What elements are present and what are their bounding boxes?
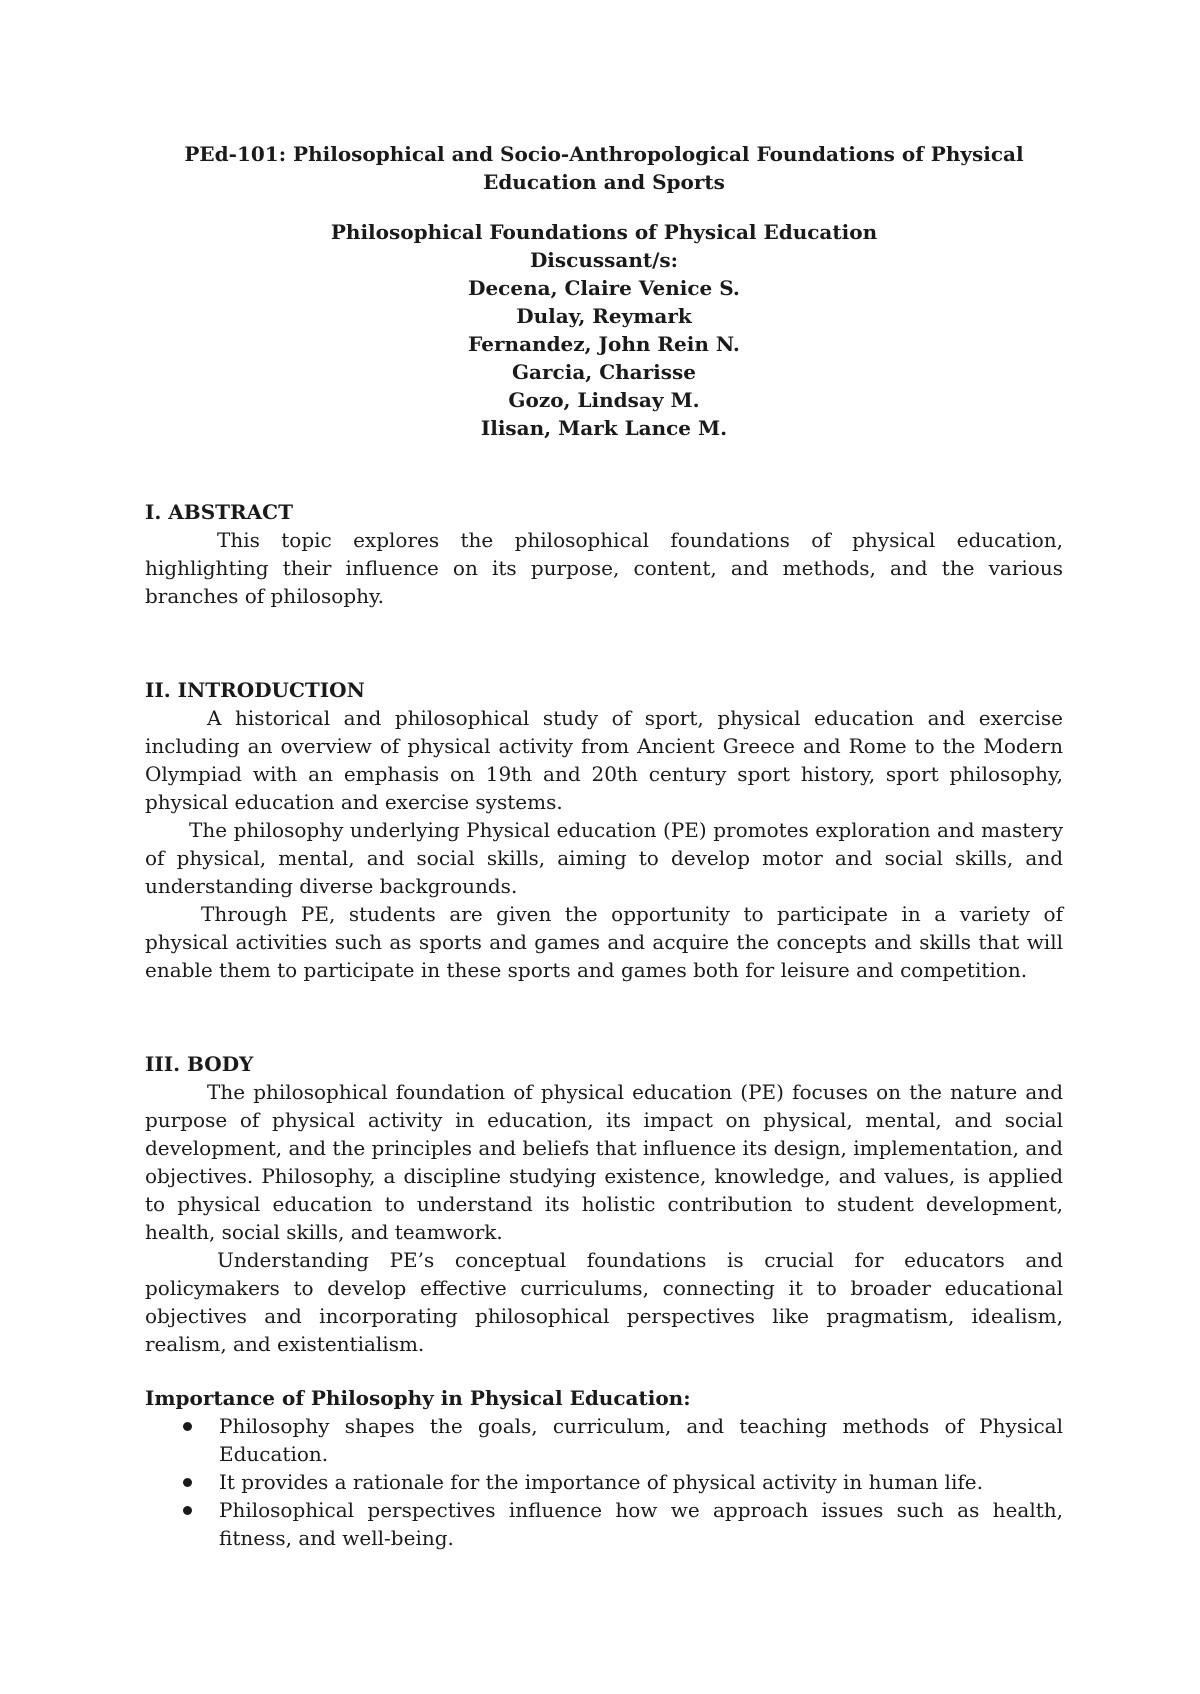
discussant-name: Dulay, Reymark (516, 304, 692, 328)
discussant-name: Garcia, Charisse (511, 360, 697, 384)
abstract-section (145, 498, 1063, 610)
list-item-text: Philosophical perspectives influence how we approach issues such as health, fitness, and well-being. (219, 1498, 1063, 1550)
bullet-icon (183, 1506, 192, 1515)
list-item (145, 1468, 1063, 1496)
introduction-paragraph: Through PE, students are given the opportunity to participate in a variety of physical activities such as sports and games and acquire the concepts and skills that will enable them to participate in these sports and games both for leisure and competition. (145, 902, 1063, 982)
list-item (145, 1496, 1063, 1552)
discussants-label: Discussant/s: (529, 248, 679, 272)
document-page (145, 140, 1063, 1552)
header-block (145, 218, 1063, 442)
list-item-text: Philosophy shapes the goals, curriculum, and teaching methods of Physical Education. (219, 1414, 1063, 1466)
discussant-name: Gozo, Lindsay M. (508, 388, 700, 412)
discussant-name: Decena, Claire Venice S. (468, 276, 740, 300)
introduction-paragraph: A historical and philosophical study of sport, physical education and exercise including an overview of physical activity from Ancient Greece and Rome to the Modern Olympiad with an emphasis on 19th and 20th century sport history, sport philosophy, physical education and exercise systems. (145, 706, 1063, 814)
importance-list (145, 1412, 1063, 1552)
abstract-paragraph: This topic explores the philosophical foundations of physical education, highlighting their influence on its purpose, content, and methods, and the various branches of philosophy. (145, 528, 1063, 608)
document-subtitle: Philosophical Foundations of Physical Education (330, 220, 878, 244)
introduction-section (145, 676, 1063, 984)
bullet-icon (183, 1478, 192, 1487)
discussant-name: Fernandez, John Rein N. (468, 332, 740, 356)
body-heading: III. BODY (145, 1052, 254, 1076)
bullet-icon (183, 1422, 192, 1431)
introduction-paragraph: The philosophy underlying Physical education (PE) promotes exploration and mastery of physical, mental, and social skills, aiming to develop motor and social skills, and understanding diverse backgrounds. (145, 818, 1063, 898)
body-paragraph: Understanding PE’s conceptual foundations is crucial for educators and policymakers to develop effective curriculums, connecting it to broader educational objectives and incorporating philosophical perspectives like pragmatism, idealism, realism, and existentialism. (145, 1248, 1063, 1356)
discussant-name: Ilisan, Mark Lance M. (480, 416, 728, 440)
body-paragraph: The philosophical foundation of physical education (PE) focuses on the nature and purpose of physical activity in education, its impact on physical, mental, and social development, and the principles and beliefs that influence its design, implementation, and objectives. Philosophy, a discipline studying existence, knowledge, and values, is applied to physical education to understand its holistic contribution to student development, health, social skills, and teamwork. (145, 1080, 1063, 1244)
abstract-heading: I. ABSTRACT (145, 500, 293, 524)
document-title: PEd-101: Philosophical and Socio-Anthropological Foundations of Physical Education and Sports (184, 142, 1024, 194)
list-item (145, 1412, 1063, 1468)
list-item-text: It provides a rationale for the importance of physical activity in human life. (219, 1470, 983, 1494)
importance-heading: Importance of Philosophy in Physical Education: (145, 1386, 691, 1410)
introduction-heading: II. INTRODUCTION (145, 678, 365, 702)
body-section (145, 1050, 1063, 1552)
